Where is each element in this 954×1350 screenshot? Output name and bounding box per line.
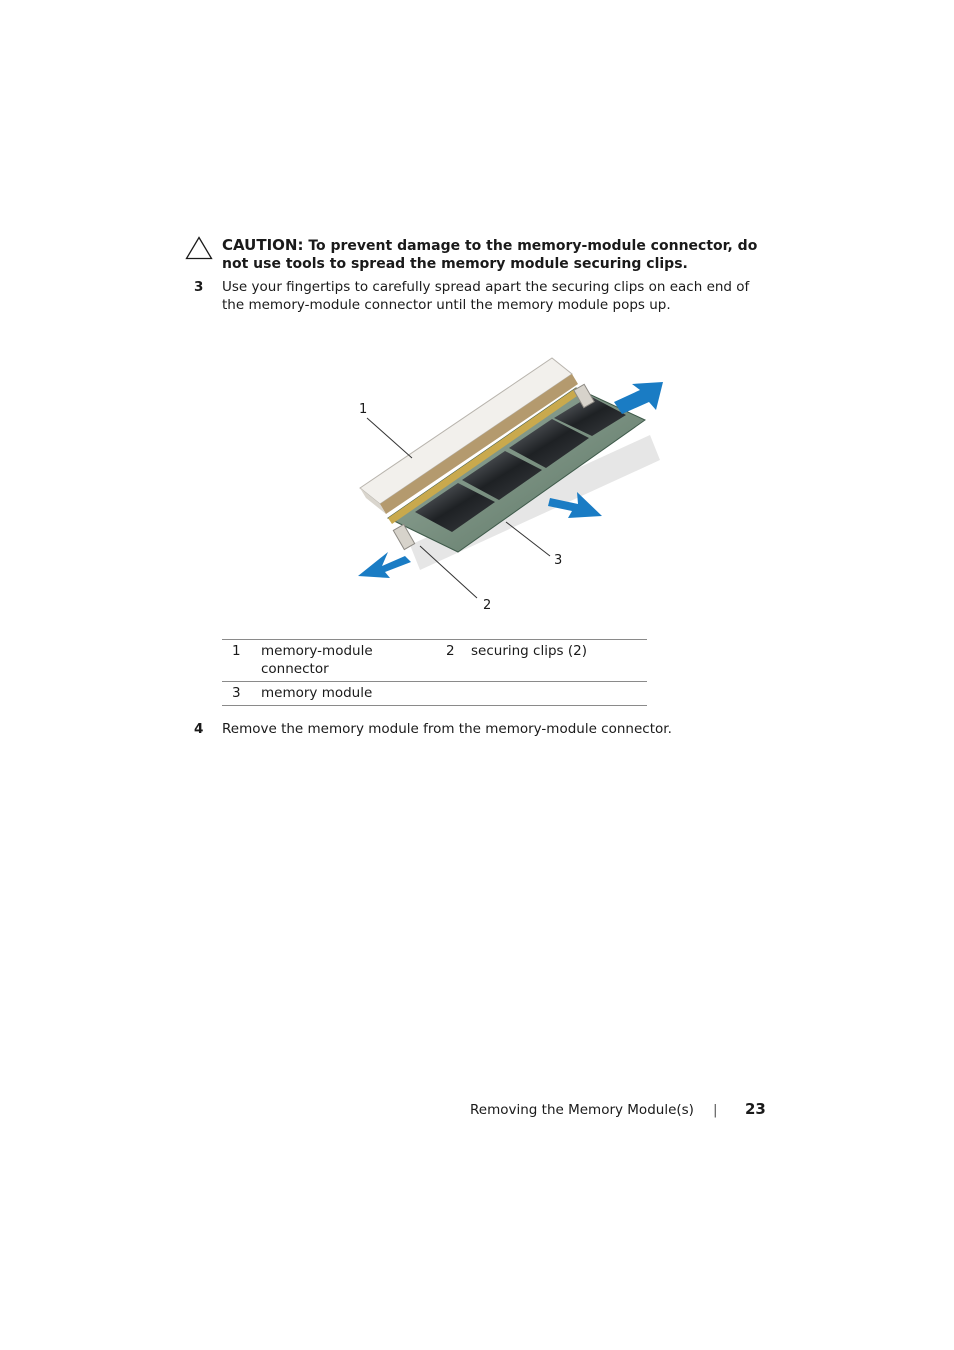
caution-triangle-icon	[185, 236, 213, 260]
leader-line-1	[367, 418, 412, 458]
page-number: 23	[745, 1100, 766, 1118]
callout-1: 1	[359, 402, 368, 417]
arrow-up-right	[614, 382, 663, 414]
legend-row	[222, 640, 647, 682]
step-number: 3	[194, 279, 204, 295]
caution-text	[222, 236, 782, 273]
legend-label: memory module	[261, 685, 373, 701]
caution-message: To prevent damage to the memory-module connector, do not use tools to spread the memory module securing clips.	[222, 238, 758, 272]
footer-section-title: Removing the Memory Module(s)	[470, 1102, 694, 1118]
callout-3: 3	[554, 553, 563, 568]
callout-2: 2	[483, 598, 492, 613]
leader-line-3	[506, 522, 550, 556]
arrow-down-left	[358, 552, 411, 578]
caution-label: CAUTION:	[222, 236, 304, 254]
legend-number: 3	[232, 685, 241, 701]
memory-module-illustration	[340, 340, 680, 620]
legend-row	[222, 682, 647, 706]
memory-module-figure	[340, 340, 680, 620]
step-text: Use your fingertips to carefully spread apart the securing clips on each end of the memory-module connector until the memory module pops up.	[222, 279, 750, 313]
legend-label: securing clips (2)	[471, 643, 587, 659]
legend-number: 1	[232, 643, 241, 659]
legend-number: 2	[446, 643, 455, 659]
step-text: Remove the memory module from the memory-module connector.	[222, 721, 672, 737]
footer-separator: |	[713, 1102, 718, 1118]
legend-table	[222, 639, 647, 706]
step-number: 4	[194, 721, 204, 737]
legend-label: memory-module connector	[261, 643, 373, 677]
